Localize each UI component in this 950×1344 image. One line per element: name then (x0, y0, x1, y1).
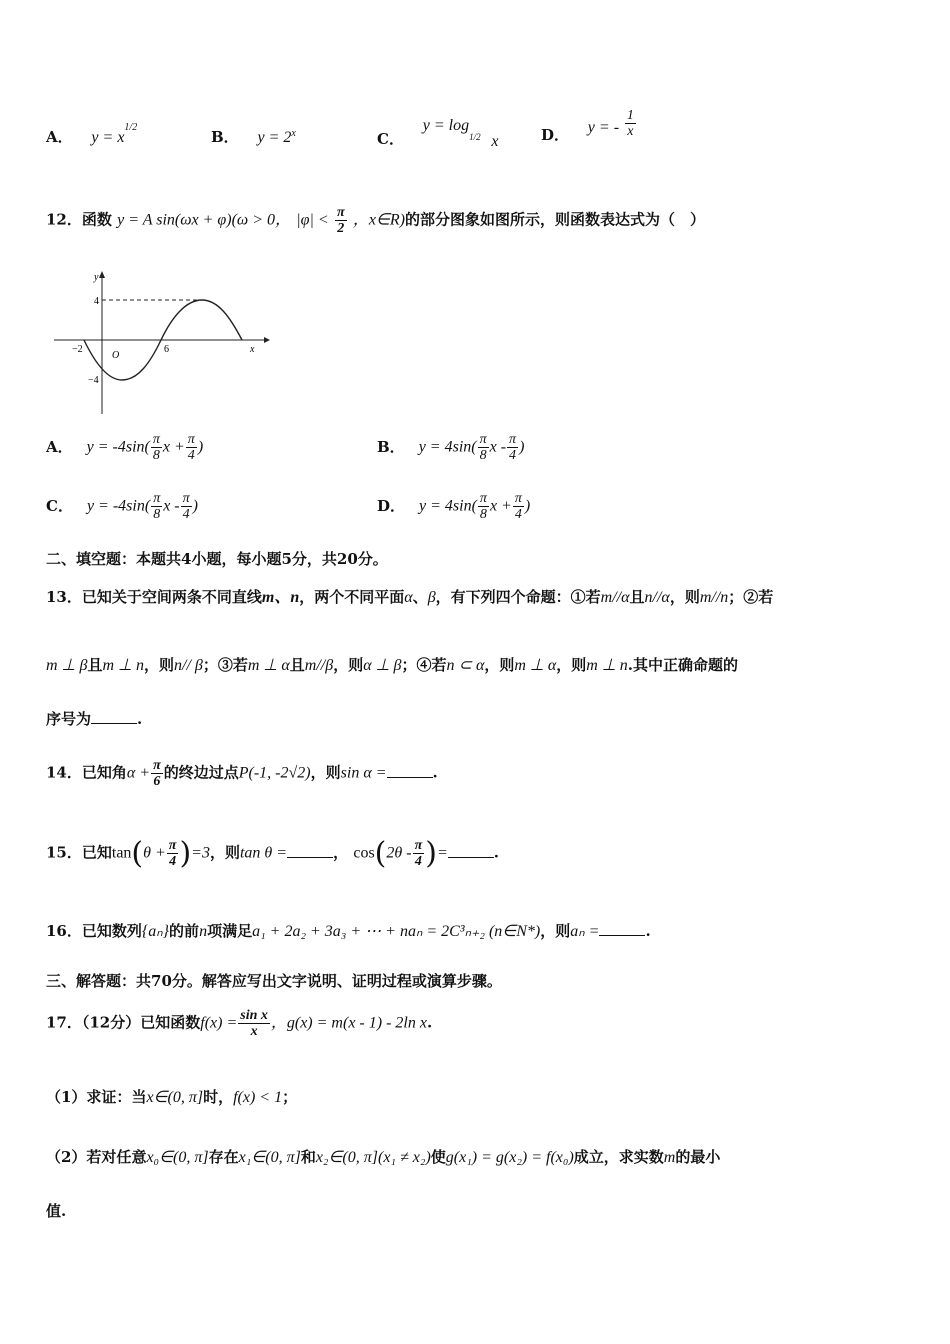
section-fill-in-heading: 二、填空题：本题共4小题，每小题5分，共20分。 (46, 550, 388, 568)
label-y-max: 4 (94, 296, 99, 307)
q12-option-d[interactable]: D． y = 4sin( $\frac{\pi}{8}$ x + $\frac{\pi}{4}$ ) (377, 491, 531, 522)
q11-option-d[interactable]: D． y = - $\frac{1}{x}$ (541, 108, 634, 144)
answer-blank-15b[interactable] (448, 843, 494, 858)
fraction-pi-over-2: $\frac{\pi}{2}$ (336, 205, 345, 236)
fraction-1-over-x: $\frac{1}{x}$ (626, 108, 634, 139)
label-x-axis: x (250, 344, 255, 355)
q11-option-a[interactable]: A． $y = x^{1/2}$ (46, 122, 138, 146)
q11-option-b[interactable]: B． $y = 2^x$ (211, 128, 296, 146)
x-axis-arrow (264, 337, 270, 343)
q13-line-1: 13．已知关于空间两条不同直线m、n，两个不同平面α、β，有下列四个命题：①若m//α且n//α，则m//n；②若 (46, 588, 774, 606)
y-axis-arrow (99, 271, 105, 278)
q17-part-1: （1）求证：当x∈(0, π]时，f(x) < 1； (46, 1088, 298, 1106)
q12-sine-graph (50, 268, 270, 416)
answer-blank-13[interactable] (91, 709, 137, 724)
label-x-pos: 6 (164, 344, 169, 355)
answer-blank-14[interactable] (387, 763, 433, 778)
q12-option-a[interactable]: A． y = -4sin( $\frac{\pi}{8}$ x + $\frac{\pi}{4}$ ) (46, 432, 204, 463)
q16-stem: 16．已知数列{aₙ}的前n项满足a₁ + 2a₂ + 3a₃ + ⋯ + naₙ = 2C³ₙ₊₂ (n∈N*)，则aₙ = . (46, 922, 651, 940)
label-y-min: −4 (88, 375, 99, 386)
section-solution-heading: 三、解答题：共70分。解答应写出文字说明、证明过程或演算步骤。 (46, 972, 502, 990)
q17-part-2-end: 值. (46, 1202, 67, 1220)
label-origin: O (112, 350, 120, 361)
q12-option-c[interactable]: C． y = -4sin( $\frac{\pi}{8}$ x - $\frac{\pi}{4}$ ) (46, 491, 198, 522)
q12-stem: 12．函数 y = A sin(ωx + φ)(ω > 0， |φ| < $\frac{\pi}{2}$ ，x∈R)的部分图象如图所示，则函数表达式为（ ） (46, 205, 706, 236)
label-x-neg: −2 (72, 344, 83, 355)
answer-blank-16[interactable] (599, 921, 645, 936)
q14-stem: 14．已知角α + $\frac{\pi}{6}$ 的终边过点P(-1, -2√2)，则sin α = . (46, 758, 438, 789)
q17-stem: 17．（12分）已知函数f(x) = $\frac{\text{sin x}}{x}$ ，g(x) = m(x - 1) - 2ln x. (46, 1008, 433, 1039)
q13-line-2: m ⊥ β且m ⊥ n，则n// β；③若m ⊥ α且m//β，则α ⊥ β；④若n ⊂ α，则m ⊥ α，则m ⊥ n.其中正确命题的 (46, 656, 739, 674)
q13-line-3: 序号为 . (46, 710, 143, 728)
q11-option-c[interactable]: C． $y = \log_{1/2} x$ (377, 117, 499, 150)
q17-part-2: （2）若对任意x₀∈(0, π]存在x₁∈(0, π]和x₂∈(0, π](x₁ ≠ x₂)使g(x₁) = g(x₂) = f(x₀)成立，求实数m的最小 (46, 1148, 721, 1166)
label-y-axis: y (94, 272, 99, 283)
q12-option-b[interactable]: B． y = 4sin( $\frac{\pi}{8}$ x - $\frac{\pi}{4}$ ) (377, 432, 525, 463)
answer-blank-15a[interactable] (287, 843, 333, 858)
q15-stem: 15．已知tan(θ + $\frac{\pi}{4}$ )=3，则tan θ = ， cos(2θ - $\frac{\pi}{4}$ )= . (46, 836, 499, 871)
